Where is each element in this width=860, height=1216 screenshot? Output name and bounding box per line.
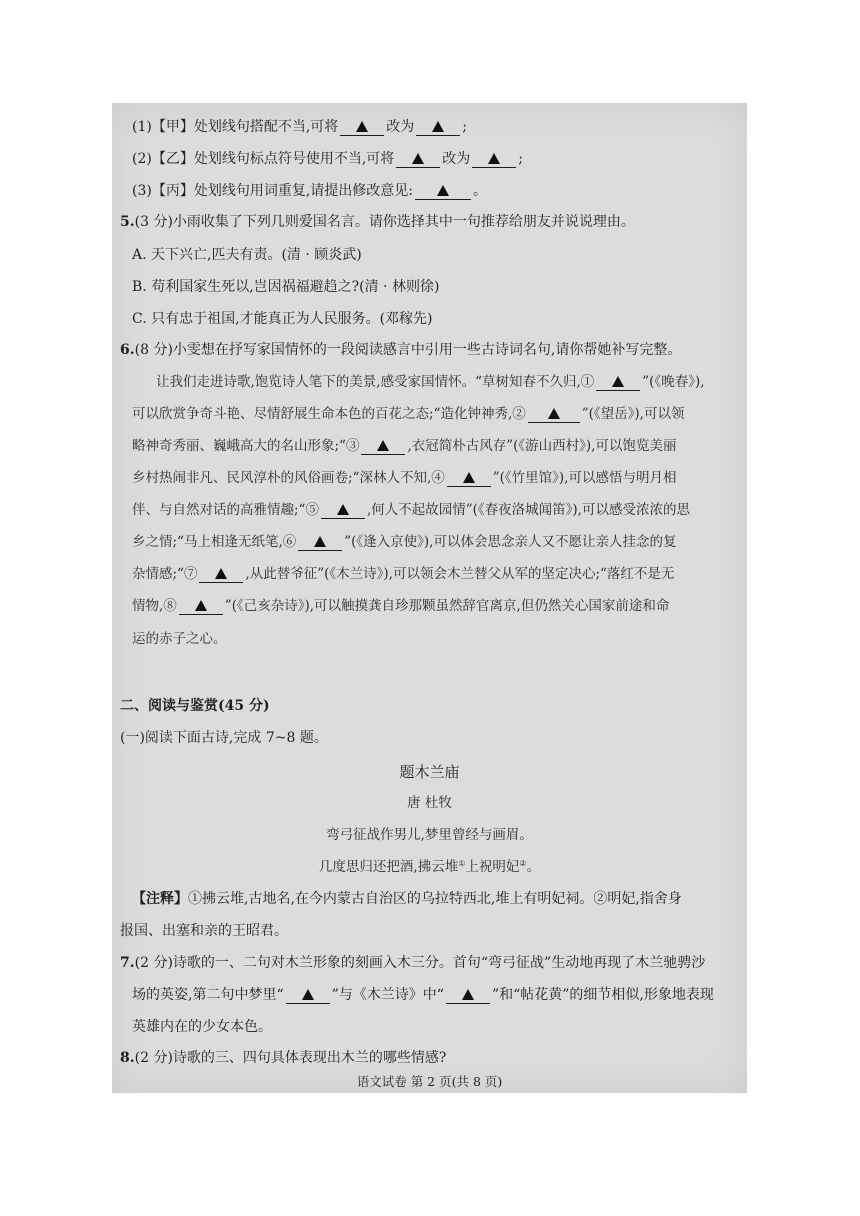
q6-para-line-8 (132, 597, 735, 615)
q6-stem (120, 341, 735, 359)
text: 乡村热闹非凡、民风淳朴的风俗画卷;“深林人不知,④ (132, 470, 445, 486)
answer-blank[interactable] (286, 987, 330, 1004)
triangle-icon (412, 153, 424, 164)
q6-para-line-3 (132, 437, 735, 455)
text: ”(《逢入京使》),可以体会思念亲人又不愿让亲人挂念的复 (344, 534, 677, 550)
q5-stem (120, 213, 735, 231)
triangle-icon (314, 536, 326, 547)
q5-option-c: C. 只有忠于祖国,才能真正为人民服务。(邓稼先) (132, 311, 433, 327)
answer-blank[interactable] (472, 151, 516, 168)
answer-blank[interactable] (416, 119, 460, 136)
q6-para-line-6 (132, 533, 735, 551)
q7-line-2 (132, 986, 735, 1004)
footnote-mark: ② (519, 859, 527, 868)
answer-blank[interactable] (447, 470, 491, 487)
poem-line-1: 弯弓征战作男儿,梦里曾经与画眉。 (326, 827, 533, 843)
text: ”与《木兰诗》中“ (331, 987, 444, 1003)
q6-para-line-2 (132, 405, 735, 423)
triangle-icon (377, 440, 389, 451)
poem-line-2 (112, 858, 747, 876)
text: ”(《竹里馆》),可以感悟与明月相 (492, 470, 677, 486)
answer-blank[interactable] (321, 502, 365, 519)
text: 杂情感;“⑦ (132, 566, 198, 582)
triangle-icon (462, 989, 474, 1000)
footnote-mark: ① (458, 859, 466, 868)
text: 情物,⑧ (132, 598, 177, 614)
q4-item-1-end: ; (462, 119, 467, 135)
answer-blank[interactable] (298, 534, 342, 551)
text: 乡之情;“马上相逢无纸笔,⑥ (132, 534, 297, 550)
page-footer: 语文试卷 第 2 页(共 8 页) (356, 1074, 503, 1089)
triangle-icon (195, 600, 207, 611)
triangle-icon (337, 504, 349, 515)
q4-item-2-end: ; (518, 151, 523, 167)
q4-item-2-text: (2)【乙】处划线句标点符号使用不当,可将 (132, 151, 395, 167)
poem-title: 题木兰庙 (399, 763, 460, 781)
question-number: 8. (120, 1050, 135, 1066)
text: ”和“帖花黄”的细节相似,形象地表现 (491, 987, 714, 1003)
answer-blank[interactable] (179, 598, 223, 615)
q4-item-3-text: (3)【丙】处划线句用词重复,请提出修改意见: (132, 183, 413, 199)
text: 略神奇秀丽、巍峨高大的名山形象;“③ (132, 438, 360, 454)
q6-para-line-5 (132, 501, 735, 519)
triangle-icon (302, 989, 314, 1000)
q6-para-line-7 (132, 565, 735, 583)
text: ”(《晚春》), (642, 374, 705, 390)
section-subheading: (一)阅读下面古诗,完成 7~8 题。 (120, 730, 328, 746)
q4-item-1-text: (1)【甲】处划线句搭配不当,可将 (132, 119, 339, 135)
annotation-line-2: 报国、出塞和亲的王昭君。 (120, 923, 288, 939)
annotation-line-1 (132, 890, 735, 908)
q5-option-b: B. 苟利国家生死以,岂因祸福避趋之?(清 · 林则徐) (132, 279, 440, 295)
text: 几度思归还把酒,拂云堆 (318, 859, 459, 875)
q6-text: (8 分)小雯想在抒写家国情怀的一段阅读感言中引用一些古诗词名句,请你帮她补写完整。 (134, 342, 682, 358)
q7-line-1 (120, 954, 735, 972)
q4-item-3 (132, 182, 735, 200)
triangle-icon (432, 121, 444, 132)
text: 让我们走进诗歌,饱览诗人笔下的美景,感受家国情怀。“草树知春不久归,① (156, 374, 595, 390)
answer-blank[interactable] (415, 183, 471, 200)
q6-para-line-4 (132, 469, 735, 487)
triangle-icon (548, 408, 560, 419)
triangle-icon (612, 376, 624, 387)
q7-line-3: 英雄内在的少女本色。 (132, 1019, 272, 1035)
q5-text: (3 分)小雨收集了下列几则爱国名言。请你选择其中一句推荐给朋友并说说理由。 (134, 214, 635, 230)
q4-item-2 (132, 150, 735, 168)
answer-blank[interactable] (199, 566, 243, 583)
text: ,衣冠简朴古风存”(《游山西村》),可以饱览美丽 (407, 438, 677, 454)
text: 。 (526, 859, 541, 875)
triangle-icon (437, 185, 449, 196)
q4-item-2-mid: 改为 (442, 151, 471, 167)
text: ,何人不起故园情”(《春夜洛城闻笛》),可以感受浓浓的思 (366, 502, 690, 518)
text: 伴、与自然对话的高雅情趣;“⑤ (132, 502, 319, 518)
triangle-icon (215, 568, 227, 579)
triangle-icon (356, 121, 368, 132)
text: ,从此替爷征”(《木兰诗》),可以领会木兰替父从军的坚定决心;“落红不是无 (245, 566, 675, 582)
text: ”(《己亥杂诗》),可以触摸龚自珍那颗虽然辞官离京,但仍然关心国家前途和命 (224, 598, 670, 614)
answer-blank[interactable] (396, 151, 440, 168)
exam-page (112, 103, 747, 1093)
answer-blank[interactable] (528, 406, 580, 423)
answer-blank[interactable] (361, 438, 405, 455)
question-number: 5. (120, 214, 135, 230)
text: (2 分)诗歌的三、四句具体表现出木兰的哪些情感? (134, 1050, 447, 1066)
triangle-icon (463, 472, 475, 483)
q8-stem (120, 1049, 735, 1067)
triangle-icon (488, 153, 500, 164)
answer-blank[interactable] (596, 374, 640, 391)
q6-para-line-9: 运的赤子之心。 (132, 631, 227, 647)
q4-item-3-end: 。 (473, 183, 487, 199)
text: (2 分)诗歌的一、二句对木兰形象的刻画入木三分。首句“弯弓征战”生动地再现了木兰驰骋沙 (134, 955, 706, 971)
q4-item-1 (132, 118, 735, 136)
text: 可以欣赏争奇斗艳、尽情舒展生命本色的百花之态;“造化钟神秀,② (132, 406, 526, 422)
text: ”(《望岳》),可以领 (581, 406, 685, 422)
annotation-label: 【注释】 (132, 891, 188, 907)
section-heading: 二、阅读与鉴赏(45 分) (120, 698, 270, 714)
text: 场的英姿,第二句中梦里“ (132, 987, 284, 1003)
text: ①拂云堆,古地名,在今内蒙古自治区的乌拉特西北,堆上有明妃祠。②明妃,指舍身 (188, 891, 682, 907)
text: 上祝明妃 (465, 859, 520, 875)
answer-blank[interactable] (446, 987, 490, 1004)
q5-option-a: A. 天下兴亡,匹夫有责。(清 · 顾炎武) (132, 247, 362, 263)
q4-item-1-mid: 改为 (386, 119, 415, 135)
poem-author: 唐 杜牧 (407, 795, 452, 811)
answer-blank[interactable] (340, 119, 384, 136)
question-number: 7. (120, 955, 135, 971)
question-number: 6. (120, 342, 135, 358)
q6-para-line-1 (156, 373, 735, 391)
